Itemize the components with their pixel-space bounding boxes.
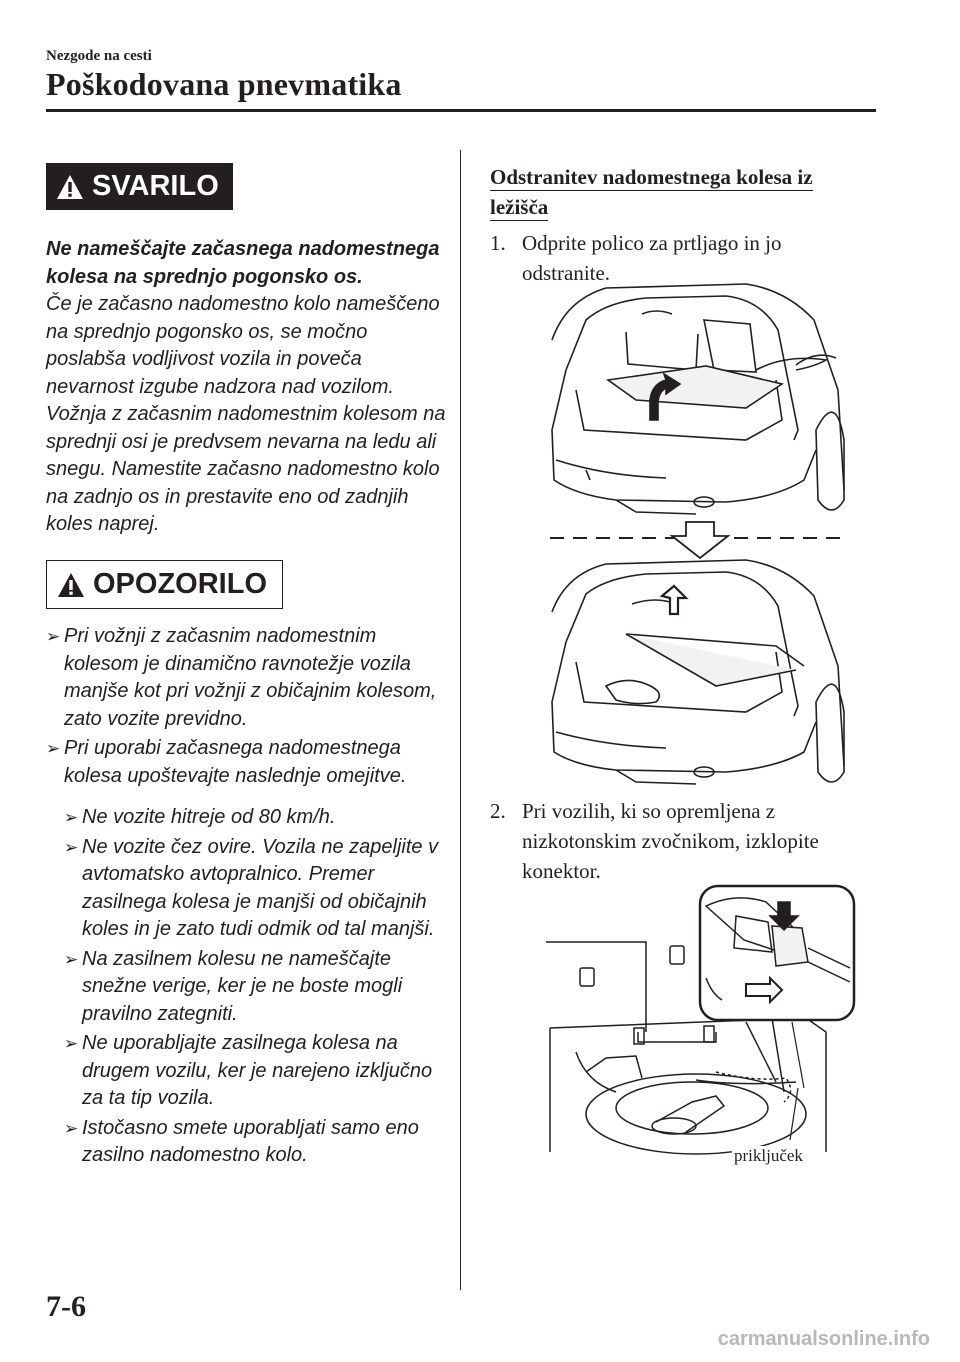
- bullet-arrow-icon: ➢: [64, 1034, 79, 1053]
- danger-body: Če je začasno nadomestno kolo nameščeno na sprednjo pogonsko os, se močno poslabša vodljivost vozila in poveča nevarnost izgube nadzora nad vozilom. Vožnja z začasnim nadomestnim kolesom na sprednji osi je predvsem nevarna na ledu ali snegu. Namestite začasno nadomestno kolo na zadnjo os in prestavite eno od zadnjih koles naprej.: [46, 293, 446, 535]
- title-rule: [46, 109, 876, 112]
- warning-badge-label: OPOZORILO: [93, 568, 267, 600]
- step-number: 2.: [490, 799, 506, 823]
- trunk-shelf-removed-illustration: [546, 556, 846, 796]
- warning-list: [46, 623, 446, 1172]
- step-text: Odprite polico za prtljago in jo odstranite.: [522, 231, 782, 285]
- bullet-arrow-icon: ➢: [64, 837, 79, 857]
- step-2: [490, 796, 850, 886]
- trunk-shelf-illustration: [546, 280, 846, 526]
- warning-triangle-icon: [57, 572, 85, 598]
- page-title: Poškodovana pnevmatika: [46, 66, 402, 102]
- warning-badge: [46, 560, 283, 609]
- list-item: ➢ Istočasno smete uporabljati samo eno zasilno nadomestno kolo.: [64, 1116, 419, 1166]
- watermark: carmanualsonline.info: [717, 1328, 930, 1350]
- bullet-arrow-icon: ➢: [64, 808, 79, 827]
- bullet-arrow-icon: ➢: [64, 1118, 79, 1138]
- list-item: ➢ Pri uporabi začasnega nadomestnega kolesa upoštevajte naslednje omejitve.: [46, 737, 407, 787]
- list-item: ➢ Ne vozite čez ovire. Vozila ne zapeljite v avtomatsko avtopralnico. Premer zasilnega kolesa je manjši od običajnih koles in je zato tudi odmik od tal manjši.: [64, 835, 439, 940]
- step-1: [490, 228, 850, 288]
- procedure-heading: Odstranitev nadomestnega kolesa iz ležišča: [490, 165, 813, 219]
- step-number: 1.: [490, 231, 506, 255]
- bullet-arrow-icon: ➢: [46, 739, 61, 758]
- list-item: ➢ Ne vozite hitreje od 80 km/h.: [64, 804, 446, 832]
- page-number: 7-6: [46, 1290, 86, 1323]
- bullet-arrow-icon: ➢: [64, 949, 79, 969]
- list-item: ➢ Na zasilnem kolesu ne nameščajte snežne verige, ker je ne boste mogli pravilno zategniti.: [64, 947, 403, 1025]
- danger-badge-label: SVARILO: [92, 170, 219, 202]
- danger-heading: Ne nameščajte začasnega nadomestnega kolesa na sprednjo pogonsko os.: [46, 238, 440, 288]
- danger-badge: [46, 163, 233, 210]
- list-item: ➢ Pri vožnji z začasnim nadomestnim kolesom je dinamično ravnotežje vozila manjše kot pri vožnji z običajnim kolesom, zato vozite previdno.: [46, 625, 437, 730]
- bullet-arrow-icon: ➢: [46, 627, 61, 646]
- section-label: Nezgode na cesti: [46, 48, 152, 64]
- connector-label: priključek: [734, 1146, 803, 1165]
- danger-text: [46, 236, 446, 539]
- warning-triangle-icon: [56, 174, 84, 200]
- list-item: ➢ Ne uporabljajte zasilnega kolesa na drugem vozilu, ker je narejeno izključno za ta tip vozila.: [64, 1032, 433, 1109]
- connector-illustration: [546, 882, 856, 1172]
- column-divider: [460, 150, 461, 1290]
- step-text: Pri vozilih, ki so opremljena z nizkotonskim zvočnikom, izklopite konektor.: [522, 799, 819, 883]
